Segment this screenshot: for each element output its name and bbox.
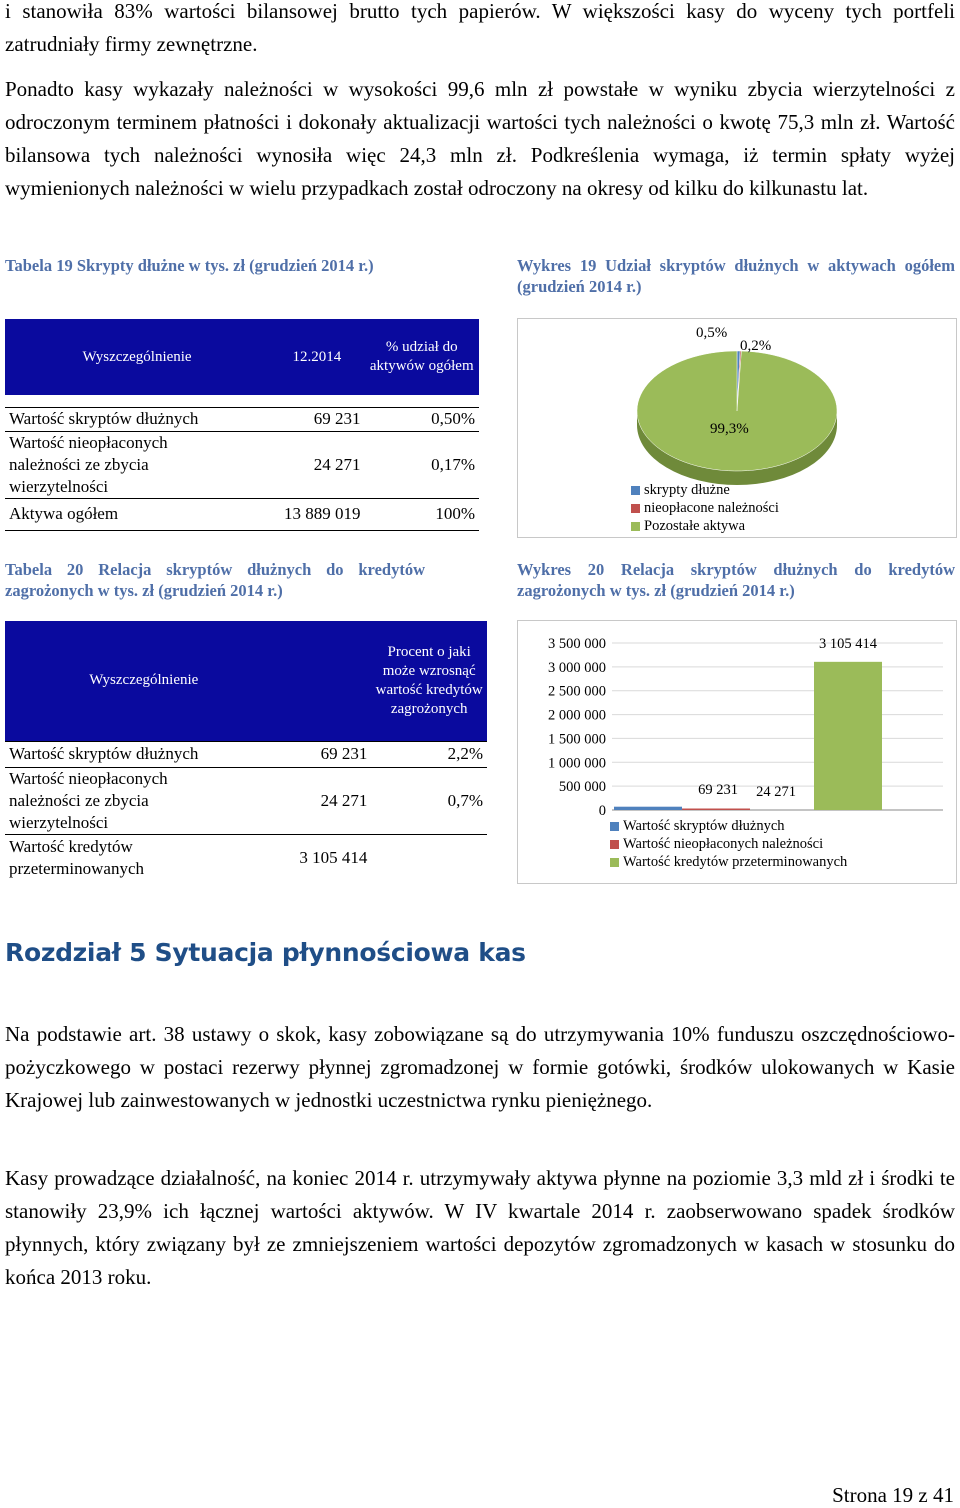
pie-legend	[631, 481, 779, 535]
y-tick-label: 3 000 000	[548, 659, 606, 676]
table-row	[5, 741, 487, 767]
table19-header-2: % udział do aktywów ogółem	[369, 339, 474, 374]
bar-data-label: 69 231	[698, 782, 738, 798]
pie-label-2: 99,3%	[710, 421, 749, 437]
table19-cell: Aktywa ogółem	[9, 504, 119, 523]
bar	[614, 807, 682, 810]
table20-cell: Wartość kredytów przeterminowanych	[9, 837, 144, 879]
legend-item: nieopłacone należności	[631, 499, 779, 517]
table20-cell	[371, 834, 487, 882]
table-row	[5, 407, 479, 431]
paragraph-intro: i stanowiła 83% wartości bilansowej brutto tych papierów. W większości kasy do wyceny tych portfeli zatrudniały firmy zewnętrzne.	[5, 0, 955, 56]
y-tick-label: 2 000 000	[548, 707, 606, 724]
table-row	[5, 498, 479, 530]
y-tick-label: 500 000	[558, 779, 606, 796]
bar	[814, 662, 882, 810]
table19-cell: 13 889 019	[284, 504, 361, 523]
legend-swatch	[631, 522, 640, 531]
chart19-caption: Wykres 19 Udział skryptów dłużnych w aktywach ogółem (grudzień 2014 r.)	[517, 256, 955, 296]
legend-swatch	[610, 840, 619, 849]
legend-item: Pozostałe aktywa	[631, 517, 779, 535]
table19-cell: 69 231	[313, 409, 361, 428]
y-tick-label: 1 500 000	[548, 731, 606, 748]
table19-cell: 24 271	[313, 454, 361, 474]
table20-cell: 0,7%	[447, 790, 483, 810]
pie-chart	[517, 318, 957, 538]
table-row	[5, 431, 479, 498]
page-footer: Strona 19 z 41	[832, 1483, 954, 1507]
table19-caption: Tabela 19 Skrypty dłużne w tys. zł (grudzień 2014 r.)	[5, 256, 374, 275]
legend-swatch	[631, 504, 640, 513]
table20-header-2: Procent o jaki może wzrosnąć wartość kredytów zagrożonych	[375, 643, 483, 717]
legend-item: skrypty dłużne	[631, 481, 779, 499]
bar-data-label: 3 105 414	[819, 636, 877, 652]
legend-item: Wartość kredytów przeterminowanych	[610, 853, 847, 871]
paragraph-liquidity-rule: Na podstawie art. 38 ustawy o skok, kasy zobowiązane są do utrzymywania 10% funduszu oszczędnościowo-pożyczkowego w postaci rezerwy płynnej zgromadzonej w formie gotówki, środków ulokowanych w Kasie Krajowej lub zainwestowanych w jednostki uczestnictwa rynku pieniężnego.	[5, 1022, 955, 1112]
y-tick-label: 0	[598, 803, 606, 819]
pie-label-1: 0,2%	[740, 338, 772, 354]
table19-cell: Wartość nieopłaconych należności ze zbycia wierzytelności	[9, 432, 168, 496]
y-tick-label: 2 500 000	[548, 683, 606, 700]
pie-label-0: 0,5%	[696, 325, 728, 341]
y-tick-label: 1 000 000	[548, 755, 606, 772]
bar-chart	[517, 620, 957, 884]
table20-cell: 24 271	[320, 790, 368, 810]
table20	[5, 621, 487, 882]
legend-swatch	[631, 486, 640, 495]
bar-data-label: 24 271	[756, 784, 796, 800]
section-heading: Rozdział 5 Sytuacja płynnościowa kas	[5, 938, 526, 967]
table-row	[5, 767, 487, 834]
table20-header-1	[283, 621, 372, 741]
legend-swatch	[610, 858, 619, 867]
bar-legend	[610, 817, 847, 871]
chart20-caption: Wykres 20 Relacja skryptów dłużnych do kredytów zagrożonych w tys. zł (grudzień 2014 r.)	[517, 560, 955, 600]
table19-cell: 0,17%	[431, 454, 475, 474]
table-row	[5, 834, 487, 882]
legend-item: Wartość nieopłaconych należności	[610, 835, 847, 853]
table19-cell: 100%	[435, 504, 475, 523]
legend-item: Wartość skryptów dłużnych	[610, 817, 847, 835]
paragraph-liquidity-level: Kasy prowadzące działalność, na koniec 2014 r. utrzymywały aktywa płynne na poziomie 3,3 mld zł i środki te stanowiły 23,9% ich łącznej wartości aktywów. W IV kwartale 2014 r. zaobserwowano spadek środków płynnych, który związany był ze zmniejszeniem wartości depozytów zgromadzonych w kasach w stosunku do końca 2013 roku.	[5, 1166, 955, 1289]
table20-cell: Wartość skryptów dłużnych	[9, 744, 199, 763]
table20-caption: Tabela 20 Relacja skryptów dłużnych do kredytów zagrożonych w tys. zł (grudzień 2014 r.)	[5, 560, 425, 600]
table20-cell: 2,2%	[447, 744, 483, 763]
table19-header-1: 12.2014	[292, 348, 342, 365]
table20-cell: Wartość nieopłaconych należności ze zbycia wierzytelności	[9, 768, 168, 832]
bar	[682, 809, 750, 811]
paragraph-receivables: Ponadto kasy wykazały należności w wysokości 99,6 mln zł powstałe w wyniku zbycia wierzytelności z odroczonym terminem płatności i dokonały aktualizacji wartości tych należności o kwotę 75,3 mln zł. Wartość bilansowa tych należności wynosiła więc 24,3 mln zł. Podkreślenia wymaga, iż termin spłaty wyżej wymienionych należności w wielu przypadkach został odroczony na okresy od kilku do kilkunastu lat.	[5, 77, 955, 200]
table19-cell: 0,50%	[431, 409, 475, 428]
table19-cell: Wartość skryptów dłużnych	[9, 409, 199, 428]
pie-slice	[637, 351, 837, 471]
table20-cell: 69 231	[320, 744, 368, 763]
legend-swatch	[610, 822, 619, 831]
y-tick-label: 3 500 000	[548, 636, 606, 652]
table20-header-0: Wyszczególnienie	[89, 672, 199, 689]
table19	[5, 319, 479, 531]
table19-header-0: Wyszczególnienie	[82, 348, 192, 365]
table20-cell: 3 105 414	[299, 848, 368, 868]
